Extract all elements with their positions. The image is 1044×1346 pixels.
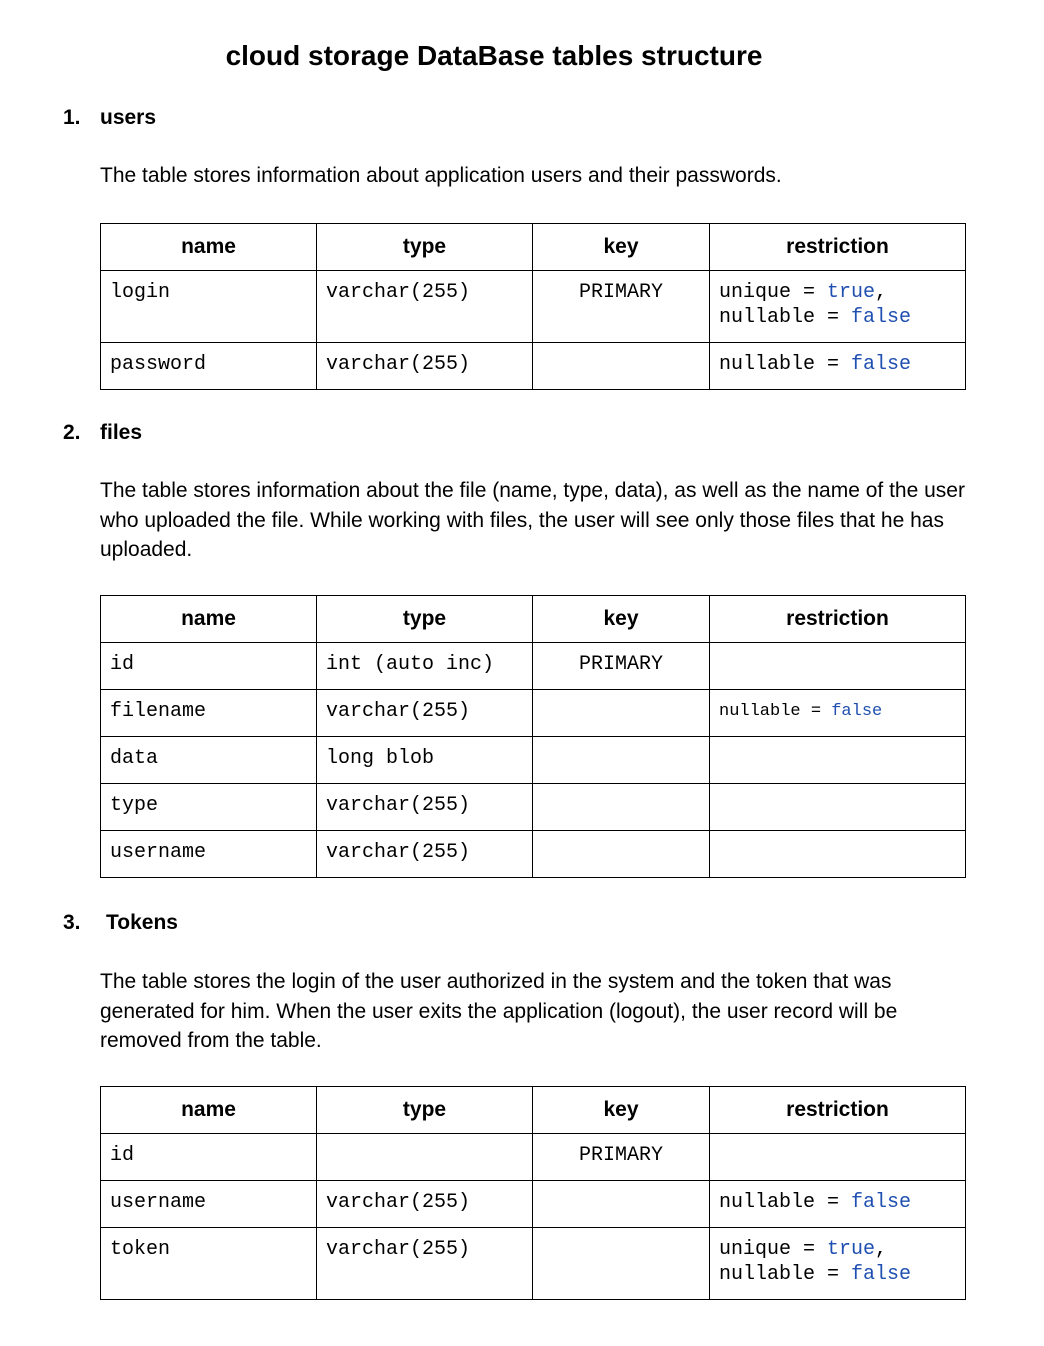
column-header-name: name: [101, 1087, 317, 1134]
tokens-table: [100, 1086, 966, 1300]
restriction-text: nullable =: [719, 1191, 852, 1214]
table-row: [101, 690, 966, 737]
cell-type: int (auto inc): [317, 643, 533, 690]
table-header-row: [101, 224, 966, 271]
restriction-text: nullable =: [719, 353, 852, 376]
restriction-text: unique =: [719, 1238, 828, 1261]
cell-restriction: [710, 690, 966, 737]
column-header-restriction: restriction: [710, 596, 966, 643]
cell-key: [533, 343, 710, 390]
section-heading-users: [63, 105, 156, 131]
cell-restriction: [710, 737, 966, 784]
cell-key: [533, 1181, 710, 1228]
section-number: 2.: [63, 421, 81, 444]
restriction-value: false: [851, 1263, 912, 1286]
cell-key: [533, 1228, 710, 1300]
table-row: [101, 343, 966, 390]
table-row: [101, 271, 966, 343]
cell-restriction: [710, 784, 966, 831]
cell-restriction: [710, 831, 966, 878]
section-number: 1.: [63, 106, 81, 129]
restriction-value: true: [827, 281, 876, 304]
cell-key: PRIMARY: [533, 271, 710, 343]
cell-key: [533, 737, 710, 784]
cell-name: filename: [101, 690, 317, 737]
table-header-row: [101, 1087, 966, 1134]
cell-key: PRIMARY: [533, 1134, 710, 1181]
cell-type: [317, 1134, 533, 1181]
restriction-value: false: [851, 1191, 912, 1214]
restriction-separator: ,: [875, 281, 888, 304]
page-title: cloud storage DataBase tables structure: [225, 40, 763, 71]
cell-key: [533, 784, 710, 831]
table-header-row: [101, 596, 966, 643]
column-header-restriction: restriction: [710, 1087, 966, 1134]
restriction-separator: ,: [875, 1238, 888, 1261]
table-row: [101, 737, 966, 784]
cell-name: token: [101, 1228, 317, 1300]
restriction-text: nullable =: [719, 1263, 852, 1286]
cell-name: type: [101, 784, 317, 831]
table-row: [101, 1228, 966, 1300]
restriction-text: unique =: [719, 281, 828, 304]
files-table: [100, 595, 966, 878]
cell-type: varchar(255): [317, 690, 533, 737]
table-row: [101, 1181, 966, 1228]
cell-restriction: [710, 1134, 966, 1181]
section-description-files: The table stores information about the file (name, type, data), as well as the name of the user who uploaded the file. While working with files, the user will see only those files that he has uploaded.: [100, 479, 965, 561]
section-title: files: [100, 421, 143, 444]
cell-restriction: [710, 1228, 966, 1300]
section-number: 3.: [63, 911, 81, 934]
column-header-type: type: [317, 596, 533, 643]
restriction-text: nullable =: [719, 702, 832, 721]
column-header-type: type: [317, 224, 533, 271]
cell-restriction: [710, 343, 966, 390]
cell-type: varchar(255): [317, 831, 533, 878]
restriction-value: false: [851, 353, 912, 376]
cell-name: login: [101, 271, 317, 343]
table-row: [101, 643, 966, 690]
cell-type: varchar(255): [317, 1228, 533, 1300]
section-heading-tokens: [63, 910, 178, 936]
section-description-users: The table stores information about application users and their passwords.: [100, 164, 782, 187]
cell-name: id: [101, 643, 317, 690]
column-header-key: key: [533, 596, 710, 643]
cell-type: long blob: [317, 737, 533, 784]
cell-key: [533, 831, 710, 878]
cell-restriction: [710, 643, 966, 690]
restriction-text: nullable =: [719, 306, 852, 329]
restriction-value: false: [831, 702, 883, 721]
cell-name: username: [101, 1181, 317, 1228]
column-header-name: name: [101, 224, 317, 271]
cell-type: varchar(255): [317, 1181, 533, 1228]
cell-name: id: [101, 1134, 317, 1181]
column-header-restriction: restriction: [710, 224, 966, 271]
column-header-type: type: [317, 1087, 533, 1134]
section-heading-files: [63, 420, 142, 446]
column-header-name: name: [101, 596, 317, 643]
cell-type: varchar(255): [317, 784, 533, 831]
cell-type: varchar(255): [317, 343, 533, 390]
cell-name: data: [101, 737, 317, 784]
cell-name: password: [101, 343, 317, 390]
users-table: [100, 223, 966, 390]
cell-restriction: [710, 1181, 966, 1228]
cell-restriction: [710, 271, 966, 343]
restriction-value: true: [827, 1238, 876, 1261]
section-title: Tokens: [106, 911, 178, 934]
cell-type: varchar(255): [317, 271, 533, 343]
table-row: [101, 831, 966, 878]
column-header-key: key: [533, 1087, 710, 1134]
section-description-tokens: The table stores the login of the user authorized in the system and the token that was generated for him. When the user exits the application (logout), the user record will be removed from the table.: [100, 970, 898, 1052]
section-title: users: [100, 106, 157, 129]
cell-key: PRIMARY: [533, 643, 710, 690]
table-row: [101, 1134, 966, 1181]
cell-key: [533, 690, 710, 737]
table-row: [101, 784, 966, 831]
column-header-key: key: [533, 224, 710, 271]
restriction-value: false: [851, 306, 912, 329]
cell-name: username: [101, 831, 317, 878]
